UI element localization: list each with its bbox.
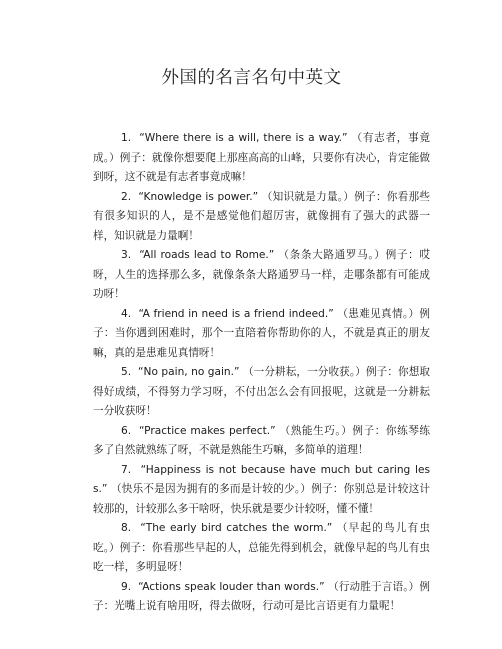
entry-text: “Knowledge is power.” （知识就是力量。）例子：你看那些有很多知识的人，是不是感觉他们超厉害，就像拥有了强大的武器一样，知识就是力量啊！ <box>93 190 430 242</box>
entry-number: 7. <box>121 463 132 476</box>
entry-number: 1. <box>121 132 132 144</box>
list-item <box>93 129 430 188</box>
entry-number: 6. <box>121 424 132 437</box>
list-item <box>93 188 430 247</box>
list-item <box>93 305 430 364</box>
entry-text: “Happiness is not because have much but caring less.” （快乐不是因为拥有的多而是计较的少。）例子：你别总是计较这计较那的，计较那么多干啥呀，快乐就是要少计较呀，懂不懂！ <box>93 463 430 515</box>
entry-number: 3. <box>121 249 132 261</box>
list-item <box>93 519 430 578</box>
list-item <box>93 363 430 422</box>
entry-text: “Practice makes perfect.” （熟能生巧。）例子：你练琴练多了自然就熟练了呀，不就是熟能生巧嘛，多简单的道理！ <box>93 424 430 456</box>
entry-text: “Where there is a will, there is a way.” （有志者，事竟成。）例子：就像你想要爬上那座高高的山峰，只要你有决心，肯定能做到呀，这不就是有志者事竟成嘛！ <box>93 132 430 183</box>
list-item <box>93 461 430 520</box>
entry-number: 8. <box>121 522 132 534</box>
entry-list <box>93 129 430 617</box>
entry-text: “Actions speak louder than words.” （行动胜于言语。）例子：光嘴上说有啥用呀，得去做呀，行动可是比言语更有力量呢！ <box>93 580 430 612</box>
list-item <box>93 578 430 617</box>
entry-number: 9. <box>121 580 132 593</box>
entry-number: 2. <box>121 190 132 203</box>
entry-text: “The early bird catches the worm.” （早起的鸟儿有虫吃。）例子：你看那些早起的人，总能先得到机会，就像早起的鸟儿有虫吃一样，多明显呀！ <box>93 522 430 573</box>
entry-text: “All roads lead to Rome.” （条条大路通罗马。）例子：哎呀，人生的选择那么多，就像条条大路通罗马一样，走哪条都有可能成功呀！ <box>93 249 430 300</box>
entry-number: 4. <box>121 307 132 320</box>
document-title: 外国的名言名句中英文 <box>161 68 342 88</box>
list-item <box>93 246 430 305</box>
entry-text: “A friend in need is a friend indeed.” （患难见真情。）例子：当你遇到困难时，那个一直陪着你帮助你的人，不就是真正的朋友嘛，真的是患难见真情呀！ <box>93 307 430 359</box>
entry-text: “No pain, no gain.” （一分耕耘，一分收获。）例子：你想取得好成绩，不得努力学习呀，不付出怎么会有回报呢，这就是一分耕耘一分收获呀！ <box>93 366 430 417</box>
list-item <box>93 422 430 461</box>
entry-number: 5. <box>121 366 132 378</box>
